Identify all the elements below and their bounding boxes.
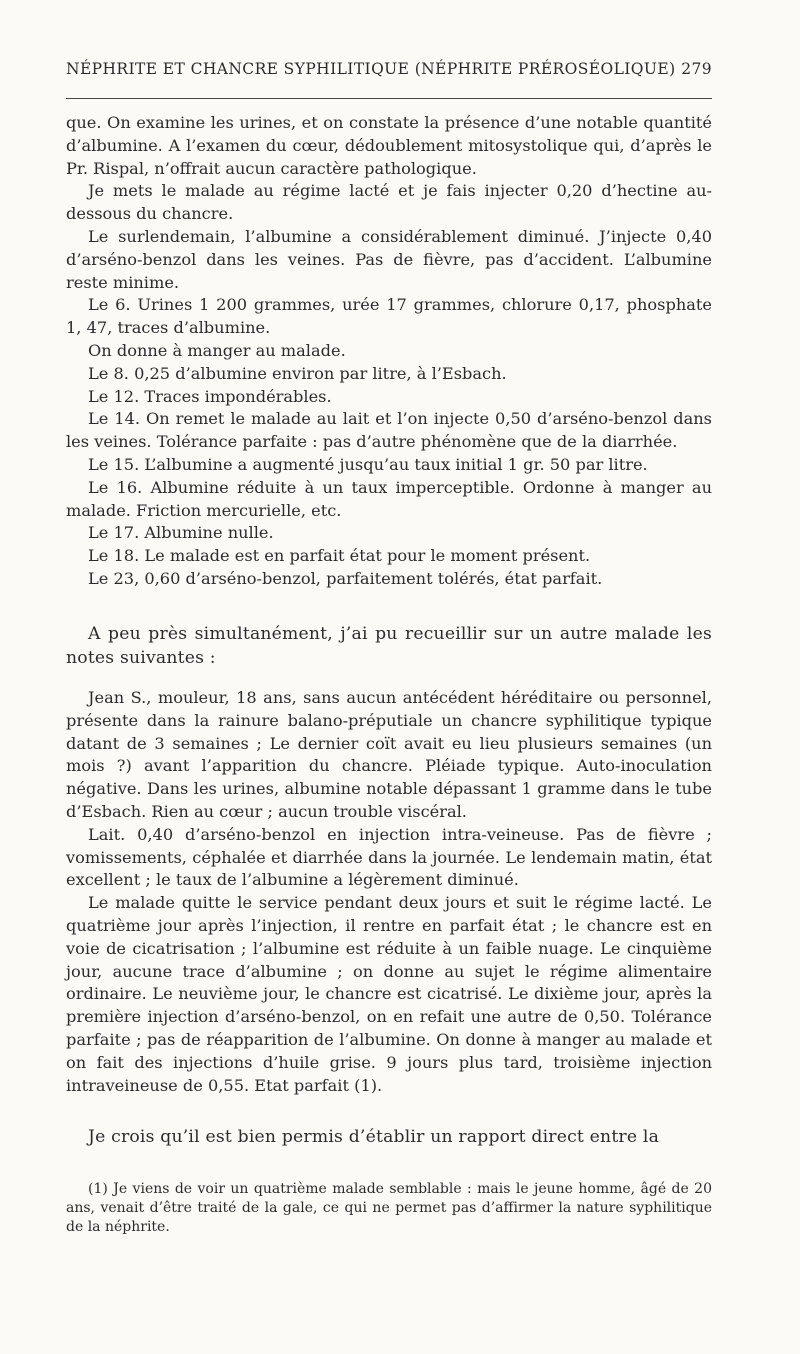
paragraph: Le 15. L’albumine a augmenté jusqu’au taux initial 1 gr. 50 par litre.	[88, 454, 648, 474]
case-notes-2	[66, 687, 712, 1097]
paragraph: Lait. 0,40 d’arséno-benzol en injection intra-veineuse. Pas de fièvre ; vomissements, céphalée et diarrhée dans la journée. Le lendemain matin, état excellent ; le taux de l’albumine a légèrement diminué.	[66, 824, 712, 890]
paragraph: Le surlendemain, l’albumine a considérablement diminué. J’injecte 0,40 d’arséno-benzol dans les veines. Pas de fièvre, pas d’accident. L’albumine reste minime.	[66, 226, 712, 292]
footnote	[66, 1180, 712, 1237]
footnote-text: (1) Je viens de voir un quatrième malade semblable : mais le jeune homme, âgé de 20 ans, venait d’être traité de la gale, ce qui ne permet pas d’affirmer la nature syphilitique de la néphrite.	[66, 1181, 712, 1235]
running-title: NÉPHRITE ET CHANCRE SYPHILITIQUE (NÉPHRITE PRÉROSÉOLIQUE)	[66, 60, 676, 78]
case-notes-1	[66, 112, 712, 591]
page-number: 279	[681, 60, 712, 78]
lead-paragraph-2	[66, 1125, 712, 1149]
paragraph: Le malade quitte le service pendant deux jours et suit le régime lacté. Le quatrième jour après l’injection, il rentre en parfait état ; le chancre est en voie de cicatrisation ; l’albumine est réduite à un faible nuage. Le cinquième jour, aucune trace d’albumine ; on donne au sujet le régime alimentaire ordinaire. Le neuvième jour, le chancre est cicatrisé. Le dixième jour, après la première injection d’arséno-benzol, on en refait une autre de 0,50. Tolérance parfaite ; pas de réapparition de l’albumine. On donne à manger au malade et on fait des injections d’huile grise. 9 jours plus tard, troisième injection intraveineuse de 0,55. Etat parfait (1).	[66, 893, 712, 1095]
paragraph: Jean S., mouleur, 18 ans, sans aucun antécédent héréditaire ou personnel, présente dans la rainure balano-préputiale un chancre syphilitique typique datant de 3 semaines ; Le dernier coït avait eu lieu plusieurs semaines (un mois ?) avant l’apparition du chancre. Pléiade typique. Auto-inoculation négative. Dans les urines, albumine notable dépassant 1 gramme dans le tube d’Esbach. Rien au cœur ; aucun trouble viscéral.	[66, 688, 712, 821]
paragraph: Le 8. 0,25 d’albumine environ par litre, à l’Esbach.	[88, 363, 507, 383]
paragraph: A peu près simultanément, j’ai pu recueillir sur un autre malade les notes suivantes :	[66, 624, 712, 668]
paragraph: Le 16. Albumine réduite à un taux imperceptible. Ordonne à manger au malade. Friction mercurielle, etc.	[66, 477, 712, 520]
running-header	[66, 60, 712, 78]
paragraph: Le 14. On remet le malade au lait et l’on injecte 0,50 d’arséno-benzol dans les veines. Tolérance parfaite : pas d’autre phénomène que de la diarrhée.	[66, 409, 712, 452]
paragraph: Je crois qu’il est bien permis d’établir un rapport direct entre la	[88, 1127, 660, 1147]
paragraph: Le 23, 0,60 d’arséno-benzol, parfaitement tolérés, état parfait.	[88, 568, 603, 588]
paragraph: Le 18. Le malade est en parfait état pour le moment présent.	[88, 546, 591, 566]
header-rule	[66, 98, 712, 99]
paragraph: Le 17. Albumine nulle.	[88, 523, 274, 543]
paragraph: Le 6. Urines 1 200 grammes, urée 17 grammes, chlorure 0,17, phosphate 1, 47, traces d’albumine.	[66, 295, 712, 338]
paragraph: Je mets le malade au régime lacté et je fais injecter 0,20 d’hectine au-dessous du chancre.	[66, 181, 712, 224]
paragraph: Le 12. Traces impondérables.	[88, 386, 332, 406]
paragraph: On donne à manger au malade.	[88, 340, 346, 360]
lead-paragraph-1	[66, 622, 712, 670]
paragraph: que. On examine les urines, et on constate la présence d’une notable quantité d’albumine. A l’examen du cœur, dédoublement mitosystolique qui, d’après le Pr. Rispal, n’offrait aucun caractère pathologique.	[66, 113, 712, 178]
